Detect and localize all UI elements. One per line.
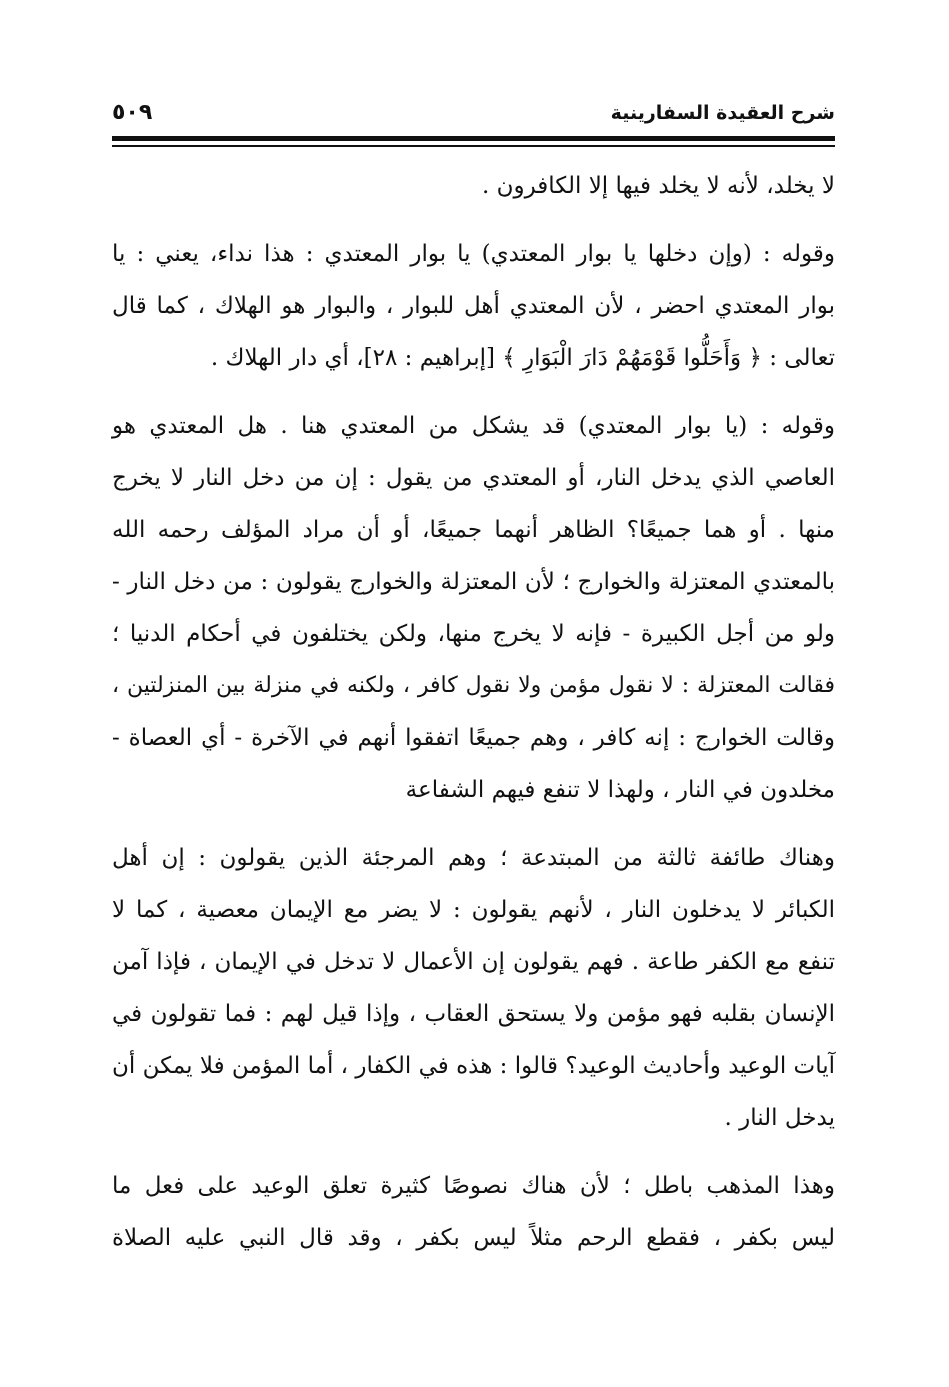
- paragraph: [112, 400, 835, 816]
- body-text: [112, 160, 835, 1280]
- text-line: يدخل النار .: [724, 1105, 835, 1131]
- text-line: الإنسان بقلبه فهو مؤمن ولا يستحق العقاب ، وإذا قيل لهم : فما تقولون في: [112, 1001, 835, 1027]
- text-line: بوار المعتدي احضر ، لأن المعتدي أهل للبوار ، والبوار هو الهلاك ، كما قال: [112, 293, 835, 319]
- text-line: فقالت المعتزلة : لا نقول مؤمن ولا نقول كافر ، ولكنه في منزلة بين المنزلتين ،: [112, 673, 835, 698]
- text-line: بالمعتدي المعتزلة والخوارج ؛ لأن المعتزلة والخوارج يقولون : من دخل النار -: [112, 569, 835, 595]
- text-line: آيات الوعيد وأحاديث الوعيد؟ قالوا : هذه في الكفار ، أما المؤمن فلا يمكن أن: [112, 1053, 835, 1079]
- text-line: وهذا المذهب باطل ؛ لأن هناك نصوصًا كثيرة تعلق الوعيد على فعل ما: [112, 1173, 835, 1199]
- paragraph: [112, 160, 835, 212]
- paragraph: [112, 228, 835, 384]
- page-number: ٥٠٩: [112, 100, 153, 125]
- text-line: تعالى : ﴿ وَأَحَلُّوا قَوْمَهُمْ دَارَ الْبَوَارِ ﴾ [إبراهيم : ٢٨]، أي دار الهلاك .: [210, 345, 835, 371]
- text-line: العاصي الذي يدخل النار، أو المعتدي من يقول : إن من دخل النار لا يخرج: [112, 465, 835, 491]
- text-line: ولو من أجل الكبيرة - فإنه لا يخرج منها، ولكن يختلفون في أحكام الدنيا ؛: [112, 621, 835, 647]
- text-line: وقالت الخوارج : إنه كافر ، وهم جميعًا اتفقوا أنهم في الآخرة - أي العصاة -: [112, 725, 835, 751]
- text-line: تنفع مع الكفر طاعة . فهم يقولون إن الأعمال لا تدخل في الإيمان ، فإذا آمن: [112, 949, 835, 975]
- header-rule-thin: [112, 145, 835, 147]
- paragraph: [112, 832, 835, 1144]
- text-line: وقوله : (وإن دخلها يا بوار المعتدي) يا بوار المعتدي : هذا نداء، يعني : يا: [112, 241, 835, 267]
- page-header: [112, 96, 835, 134]
- running-title: شرح العقيدة السفارينية: [610, 102, 835, 124]
- text-line: الكبائر لا يدخلون النار ، لأنهم يقولون : لا يضر مع الإيمان معصية ، كما لا: [112, 897, 835, 923]
- text-line: وقوله : (يا بوار المعتدي) قد يشكل من المعتدي هنا . هل المعتدي هو: [112, 413, 835, 439]
- text-line: ليس بكفر ، فقطع الرحم مثلاً ليس بكفر ، وقد قال النبي عليه الصلاة: [112, 1225, 835, 1251]
- header-rule-thick: [112, 136, 835, 141]
- paragraph: [112, 1160, 835, 1264]
- text-line: لا يخلد، لأنه لا يخلد فيها إلا الكافرون .: [481, 173, 835, 199]
- text-line: منها . أو هما جميعًا؟ الظاهر أنهما جميعًا، أو أن مراد المؤلف رحمه الله: [112, 517, 835, 543]
- text-line: وهناك طائفة ثالثة من المبتدعة ؛ وهم المرجئة الذين يقولون : إن أهل: [112, 845, 835, 871]
- text-line: مخلدون في النار ، ولهذا لا تنفع فيهم الشفاعة: [405, 777, 835, 803]
